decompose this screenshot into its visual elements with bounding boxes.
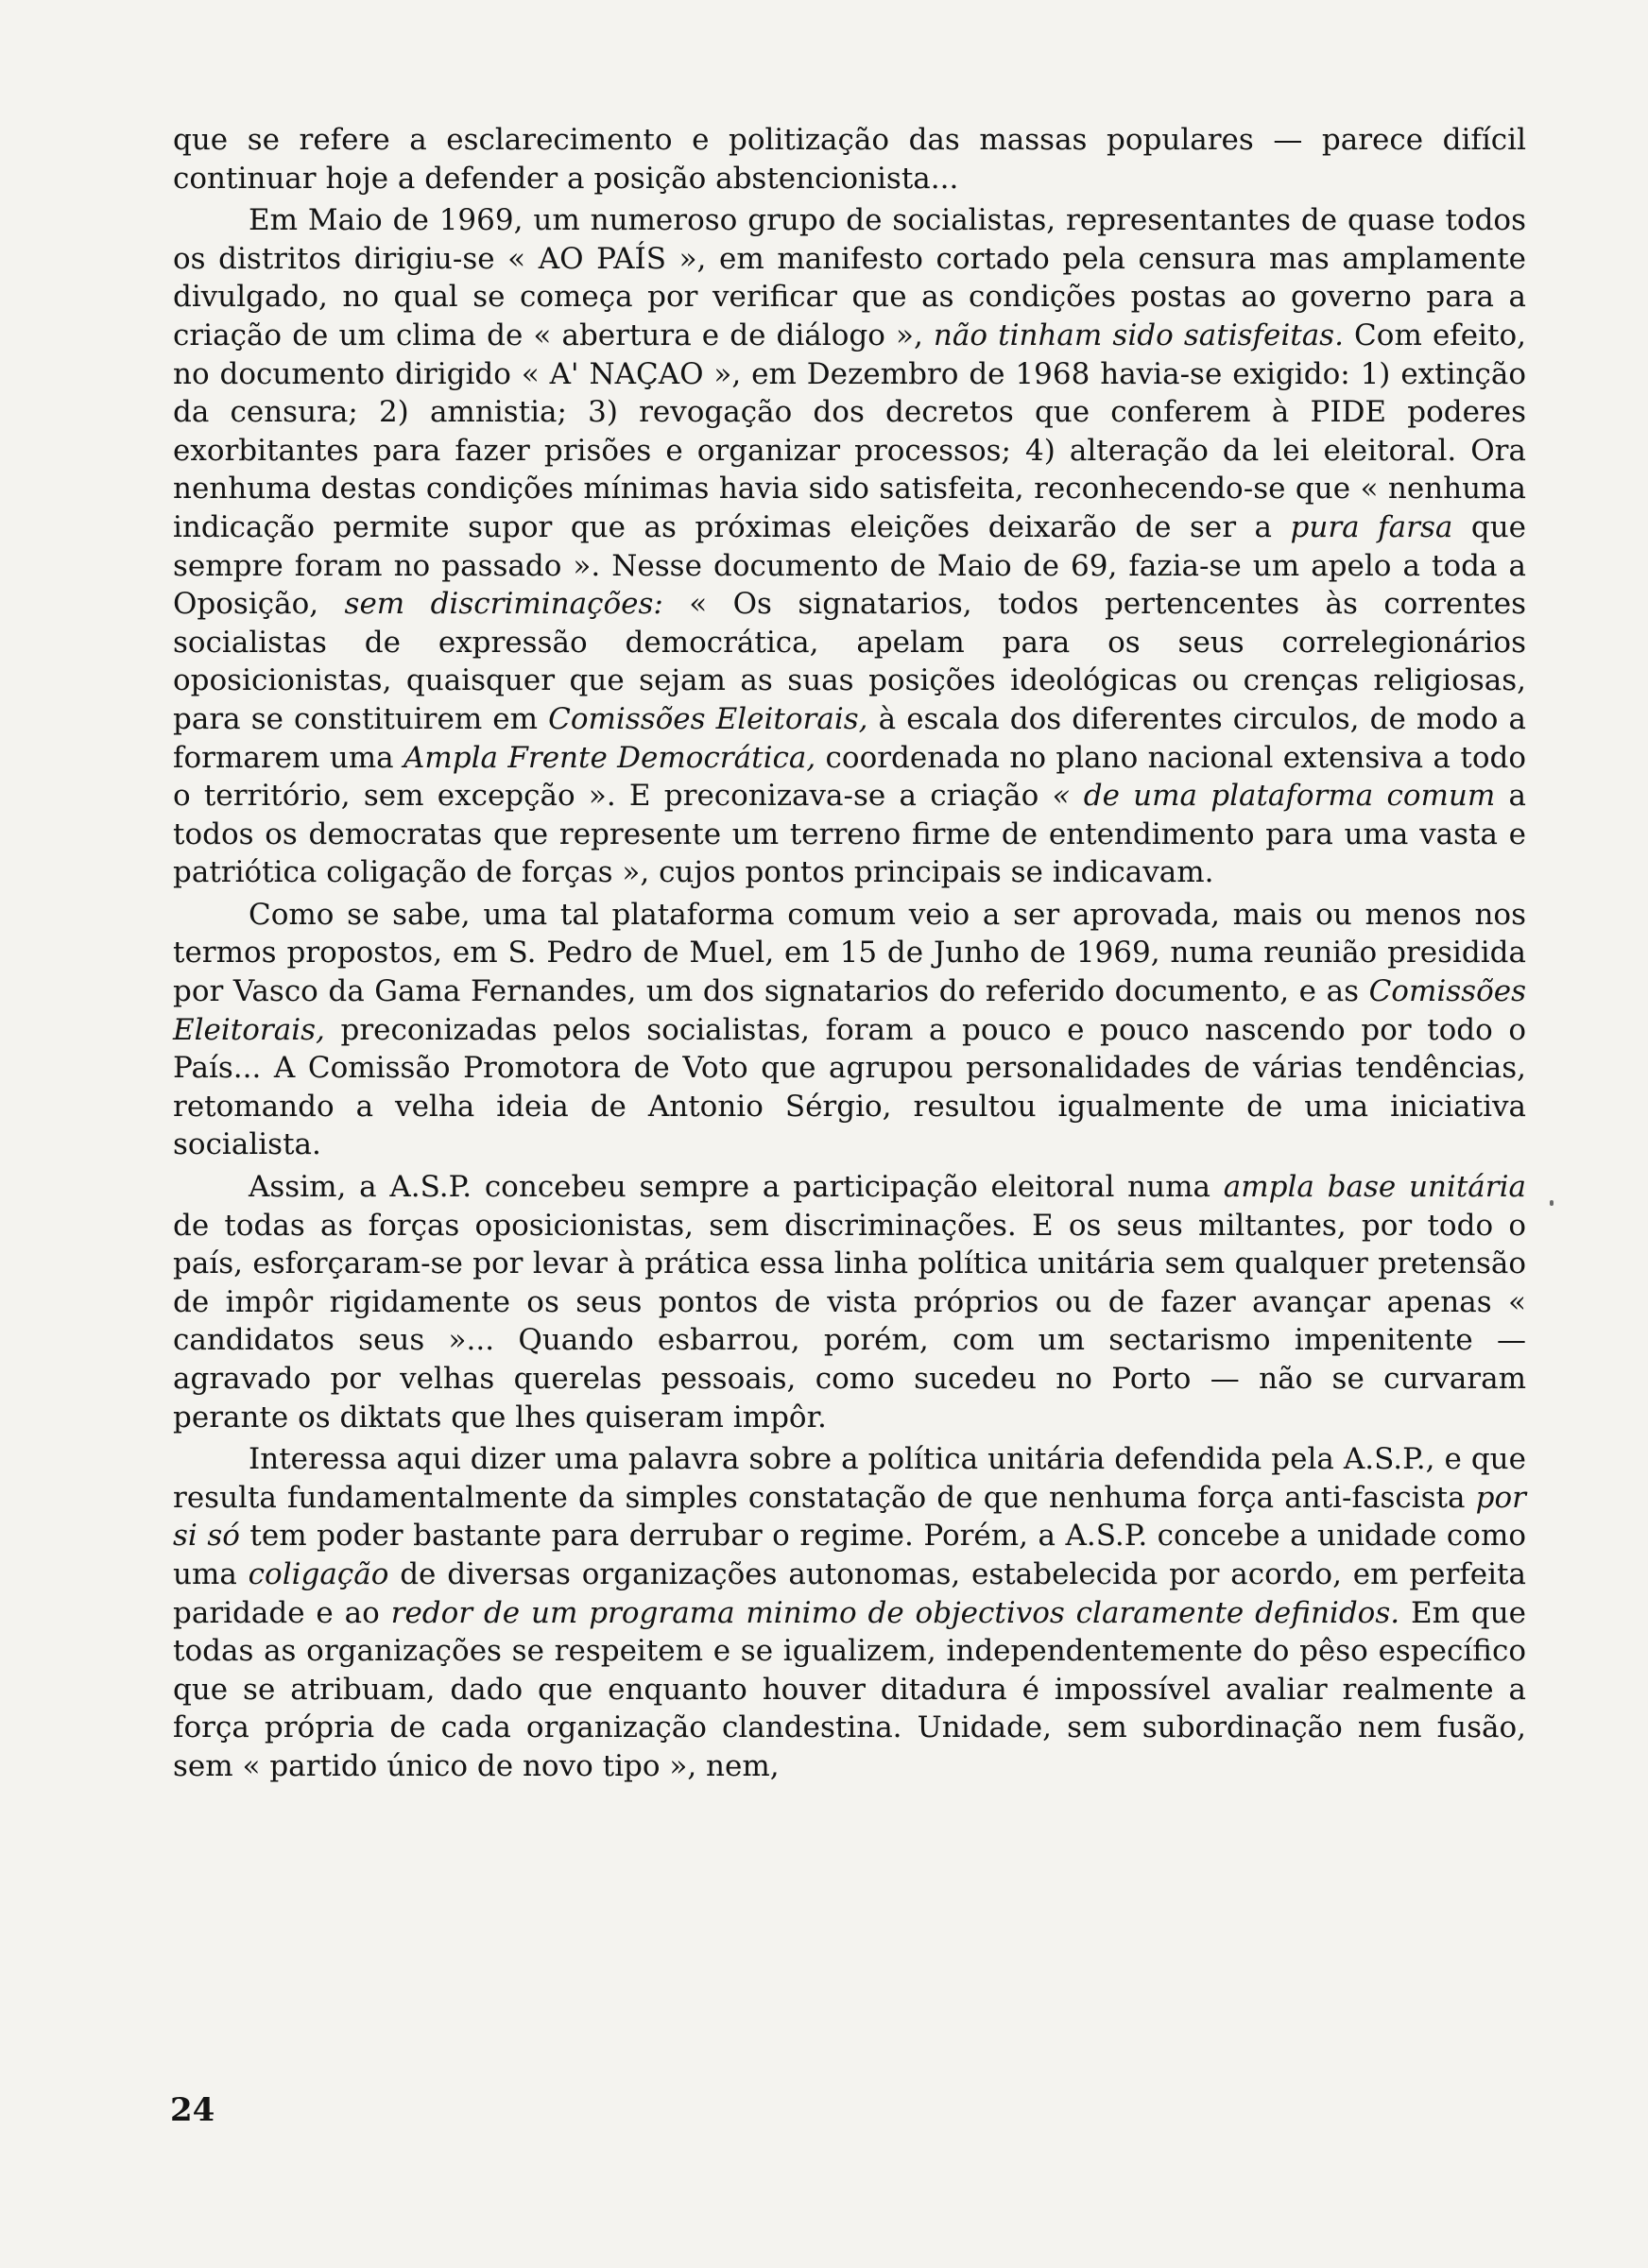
paragraph bbox=[173, 121, 1526, 198]
text-segment: preconizadas pelos socialistas, foram a pouco e pouco nascendo por todo o País... A Comissão Promotora de Voto que agrupou personalidades de várias tendências, retomando a velha ideia de Antonio Sérgio, resultou igualmente de uma iniciativa socialista. bbox=[173, 1012, 1526, 1162]
text-segment: Em que todas as organizações se respeitem e se igualizem, independentemente do pêso específico que se atribuam, dado que enquanto houver ditadura é impossível avaliar realmente a força própria de cada organização clandestina. Unidade, sem subordinação nem fusão, sem « partido único de novo tipo », nem, bbox=[173, 1595, 1527, 1783]
text-segment: « Os signatarios, todos pertencentes às correntes socialistas de expressão democrática, apelam para os seus correlegionários oposicionistas, quaisquer que sejam as suas posições ideológicas ou crenças religiosas, para se constituirem em bbox=[173, 587, 1527, 736]
paragraph bbox=[173, 201, 1526, 892]
italic-text: Ampla Frente Democrática, bbox=[403, 740, 816, 775]
italic-text: « de uma plataforma comum bbox=[1052, 779, 1496, 814]
italic-text: pura farsa bbox=[1290, 509, 1453, 544]
italic-text: sem discriminações: bbox=[344, 587, 663, 622]
page-number: 24 bbox=[170, 2091, 215, 2129]
italic-text: não tinham sido satisfeitas. bbox=[933, 318, 1344, 352]
text-segment: tem poder bastante para derrubar o regime. Porém, a A.S.P. concebe a unidade como uma bbox=[173, 1519, 1527, 1591]
text-segment: Assim, a A.S.P. concebeu sempre a participação eleitoral numa bbox=[249, 1170, 1224, 1205]
body-text bbox=[173, 121, 1526, 1790]
italic-text: por si só bbox=[173, 1480, 1526, 1554]
text-segment: Como se sabe, uma tal plataforma comum veio a ser aprovada, mais ou menos nos termos propostos, em S. Pedro de Muel, em 15 de Junho de 1969, numa reunião presidida por Vasco da Gama Fernandes, um dos signatarios do referido documento, e as bbox=[173, 897, 1526, 1009]
italic-text: ampla base unitária bbox=[1223, 1170, 1526, 1205]
text-segment: à escala dos diferentes circulos, de modo a formarem uma bbox=[173, 701, 1527, 775]
text-segment: que sempre foram no passado ». Nesse documento de Maio de 69, fazia-se um apelo a toda a Oposição, bbox=[173, 509, 1527, 622]
text-segment: Em Maio de 1969, um numeroso grupo de socialistas, representantes de quase todos os distritos dirigiu-se « AO PAÍS », em manifesto cortado pela censura mas amplamente divulgado, no qual se começa por verificar que as condições postas ao governo para a criação de um clima de « abertura e de diálogo », bbox=[173, 203, 1526, 352]
italic-text: Comissões Eleitorais, bbox=[173, 974, 1526, 1047]
text-segment: de diversas organizações autonomas, estabelecida por acordo, em perfeita paridade e ao bbox=[173, 1556, 1526, 1630]
text-segment: coordenada no plano nacional extensiva a todo o território, sem excepção ». E preconizava-se a criação bbox=[173, 740, 1527, 814]
italic-text: redor de um programa minimo de objectivos claramente definidos. bbox=[390, 1595, 1400, 1630]
text-segment: Com efeito, no documento dirigido « A' NAÇAO », em Dezembro de 1968 havia-se exigido: 1) extinção da censura; 2) amnistia; 3) revogação dos decretos que conferem à PIDE poderes exorbitantes para fazer prisões e organizar processos; 4) alteração da lei eleitoral. Ora nenhuma destas condições mínimas havia sido satisfeita, reconhecendo-se que « nenhuma indicação permite supor que as próximas eleições deixarão de ser a bbox=[173, 318, 1526, 544]
italic-text: coligação bbox=[248, 1556, 389, 1591]
paragraph bbox=[173, 1440, 1526, 1785]
italic-text: Comissões Eleitorais, bbox=[548, 701, 868, 736]
text-segment: que se refere a esclarecimento e politização das massas populares — parece difícil continuar hoje a defender a posição abstencionista... bbox=[173, 123, 1526, 196]
text-segment: a todos os democratas que represente um terreno firme de entendimento para uma vasta e patriótica coligação de forças », cujos pontos principais se indicavam. bbox=[173, 779, 1526, 890]
text-segment: Interessa aqui dizer uma palavra sobre a política unitária defendida pela A.S.P., e que resulta fundamentalmente da simples constatação de que nenhuma força anti-fascista bbox=[173, 1442, 1526, 1515]
text-segment: de todas as forças oposicionistas, sem discriminações. E os seus miltantes, por todo o país, esforçaram-se por levar à prática essa linha política unitária sem qualquer pretensão de impôr rigidamente os seus pontos de vista próprios ou de fazer avançar apenas « candidatos seus »... Quando esbarrou, porém, com um sectarismo impenitente — agravado por velhas querelas pessoais, como sucedeu no Porto — não se curvaram perante os diktats que lhes quiseram impôr. bbox=[173, 1208, 1526, 1435]
paragraph bbox=[173, 1168, 1526, 1436]
paragraph bbox=[173, 896, 1526, 1164]
scan-speck bbox=[1550, 1200, 1554, 1206]
